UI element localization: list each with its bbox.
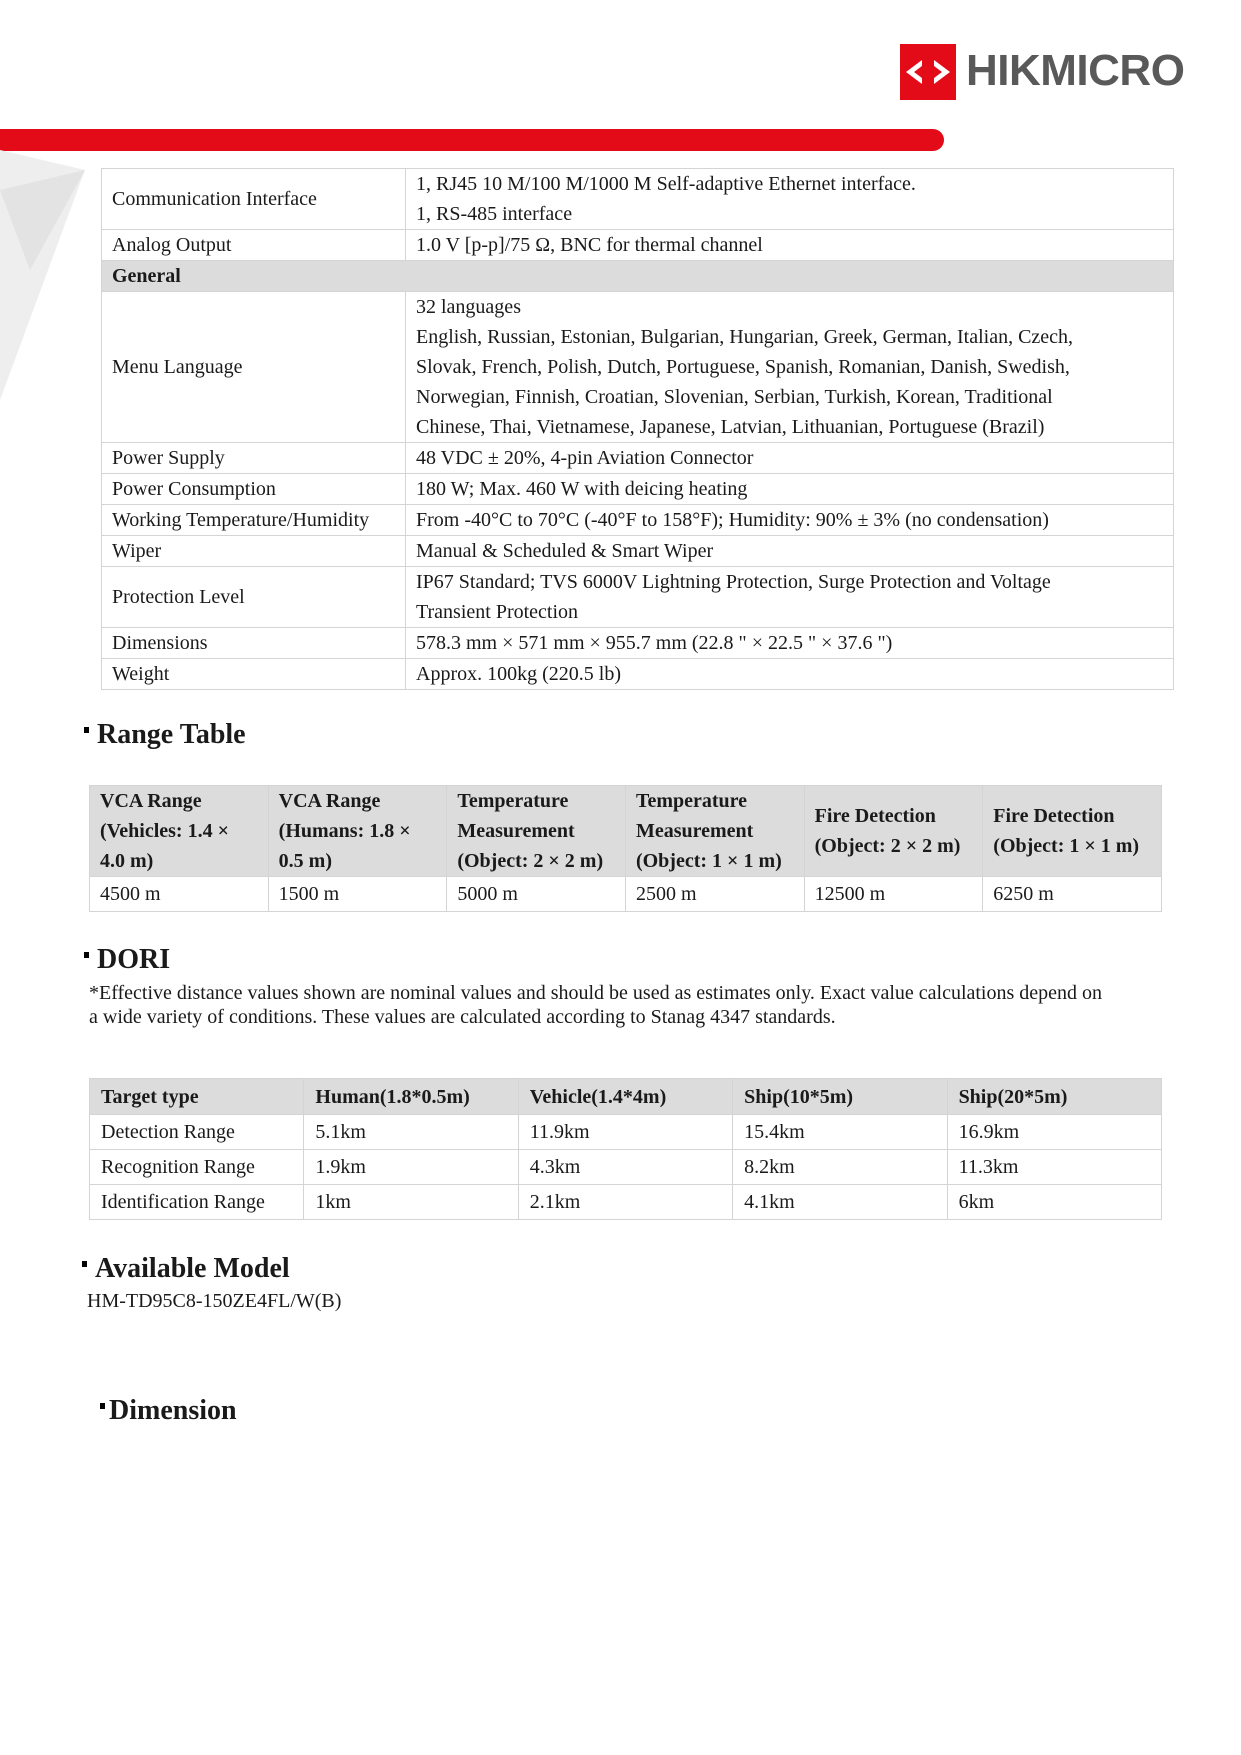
range-header-cell [90,786,269,877]
dori-header-cell: Human(1.8*0.5m) [304,1079,518,1115]
spec-label: Menu Language [102,292,406,443]
spec-value [406,628,1174,659]
range-header-cell [268,786,447,877]
spec-table [101,168,1174,690]
dori-note [89,981,1169,1029]
spec-value-line: 48 VDC ± 20%, 4-pin Aviation Connector [416,447,754,469]
table-row [102,443,1174,474]
range-header-line: Fire Detection [814,805,936,827]
range-header-line: 4.0 m) [100,850,154,872]
spec-value-line: Norwegian, Finnish, Croatian, Slovenian, Serbian, Turkish, Korean, Traditional [416,386,1053,408]
decorative-shape-icon [0,150,95,400]
dori-note-line: a wide variety of conditions. These values are calculated according to Stanag 4347 standards. [89,1006,836,1028]
dori-cell: 2.1km [518,1185,732,1220]
range-header-line: 0.5 m) [278,850,332,872]
dori-note-line: *Effective distance values shown are nominal values and should be used as estimates only. Exact value calculations depend on [89,982,1103,1004]
spec-value-line: Chinese, Thai, Vietnamese, Japanese, Latvian, Lithuanian, Portuguese (Brazil) [416,416,1045,438]
spec-value-line: 32 languages [416,296,521,318]
dori-cell: 1.9km [304,1150,518,1185]
model-name: HM-TD95C8-150ZE4FL/W(B) [87,1290,342,1312]
range-header-cell [447,786,626,877]
spec-value-line: Approx. 100kg (220.5 lb) [416,663,621,685]
range-header-cell [983,786,1162,877]
spec-value-line: IP67 Standard; TVS 6000V Lightning Protection, Surge Protection and Voltage [416,571,1051,593]
dori-cell: 11.9km [518,1115,732,1150]
spec-value-line: Slovak, French, Polish, Dutch, Portuguese, Spanish, Romanian, Danish, Swedish, [416,356,1070,378]
table-row [102,536,1174,567]
range-value-cell: 4500 m [90,877,269,912]
spec-value-line: Transient Protection [416,601,579,623]
table-row [90,1115,1162,1150]
spec-value-line: 1, RJ45 10 M/100 M/1000 M Self-adaptive Ethernet interface. [416,173,916,195]
table-row [90,1185,1162,1220]
dori-cell: 16.9km [947,1115,1161,1150]
dori-cell: 6km [947,1185,1161,1220]
spec-value [406,292,1174,443]
dori-cell: 1km [304,1185,518,1220]
spec-value-line: 1, RS-485 interface [416,203,573,225]
range-header-cell [804,786,983,877]
range-header-line: Measurement [635,820,754,842]
bullet-icon [84,952,89,958]
range-header-line: Temperature [635,790,748,812]
dori-cell: 8.2km [733,1150,947,1185]
range-header-line: Fire Detection [993,805,1115,827]
range-header-line: Measurement [457,820,575,842]
spec-value-line: From -40°C to 70°C (-40°F to 158°F); Humidity: 90% ± 3% (no condensation) [416,509,1049,531]
spec-value-line: 180 W; Max. 460 W with deicing heating [416,478,748,500]
spec-value [406,505,1174,536]
spec-label: Analog Output [102,230,406,261]
section-label: General [102,261,1174,292]
spec-value [406,659,1174,690]
dori-cell: 5.1km [304,1115,518,1150]
dori-cell: Identification Range [90,1185,304,1220]
table-row [102,567,1174,628]
spec-value [406,230,1174,261]
header-red-bar [0,129,944,151]
spec-label: Weight [102,659,406,690]
dori-header-cell: Vehicle(1.4*4m) [518,1079,732,1115]
table-row [102,659,1174,690]
spec-value-line: 1.0 V [p-p]/75 Ω, BNC for thermal channel [416,234,763,256]
dori-header-cell: Target type [90,1079,304,1115]
dori-cell: 11.3km [947,1150,1161,1185]
range-header-line: Temperature [457,790,569,812]
range-value-cell: 12500 m [804,877,983,912]
range-header-line: VCA Range [278,790,381,812]
dimension-heading: Dimension [100,1395,237,1427]
bullet-icon [100,1403,105,1409]
bullet-icon [82,1261,87,1267]
range-header-line: VCA Range [100,790,202,812]
range-value-cell: 6250 m [983,877,1162,912]
range-header-line: (Vehicles: 1.4 × [100,820,229,842]
spec-value-line: Manual & Scheduled & Smart Wiper [416,540,714,562]
spec-value [406,169,1174,230]
dori-heading: DORI [84,944,170,976]
table-row [102,474,1174,505]
spec-label: Wiper [102,536,406,567]
dori-header-cell: Ship(10*5m) [733,1079,947,1115]
spec-value [406,443,1174,474]
range-header-line: (Humans: 1.8 × [278,820,411,842]
range-table-heading: Range Table [84,719,246,751]
brand-logo [900,44,1185,102]
spec-value [406,474,1174,505]
range-value-cell: 1500 m [268,877,447,912]
spec-value [406,536,1174,567]
range-header-line: (Object: 1 × 1 m) [635,850,782,872]
section-row [102,261,1174,292]
dori-header-cell: Ship(20*5m) [947,1079,1161,1115]
table-row [102,505,1174,536]
bullet-icon [84,727,89,733]
range-header-line: (Object: 2 × 2 m) [814,835,961,857]
spec-label: Dimensions [102,628,406,659]
available-model-heading: Available Model [82,1253,290,1285]
spec-label: Power Supply [102,443,406,474]
hikmicro-logo-icon [900,44,956,100]
table-row [102,169,1174,230]
brand-name: HIKMICRO [966,46,1185,95]
dori-cell: 4.1km [733,1185,947,1220]
table-row [90,1150,1162,1185]
spec-label: Protection Level [102,567,406,628]
spec-value-line: English, Russian, Estonian, Bulgarian, Hungarian, Greek, German, Italian, Czech, [416,326,1074,348]
range-value-cell: 2500 m [625,877,804,912]
spec-label: Power Consumption [102,474,406,505]
spec-value-line: 578.3 mm × 571 mm × 955.7 mm (22.8 " × 22.5 " × 37.6 ") [416,632,893,654]
dori-cell: Recognition Range [90,1150,304,1185]
table-row [102,230,1174,261]
table-row [102,292,1174,443]
dori-cell: 15.4km [733,1115,947,1150]
spec-label: Communication Interface [102,169,406,230]
dori-cell: 4.3km [518,1150,732,1185]
range-header-line: (Object: 2 × 2 m) [457,850,604,872]
range-header-line: (Object: 1 × 1 m) [993,835,1140,857]
table-row [102,628,1174,659]
range-table [89,785,1162,912]
spec-value [406,567,1174,628]
dori-cell: Detection Range [90,1115,304,1150]
spec-label: Working Temperature/Humidity [102,505,406,536]
range-header-cell [625,786,804,877]
range-value-cell: 5000 m [447,877,626,912]
dori-table [89,1078,1162,1220]
